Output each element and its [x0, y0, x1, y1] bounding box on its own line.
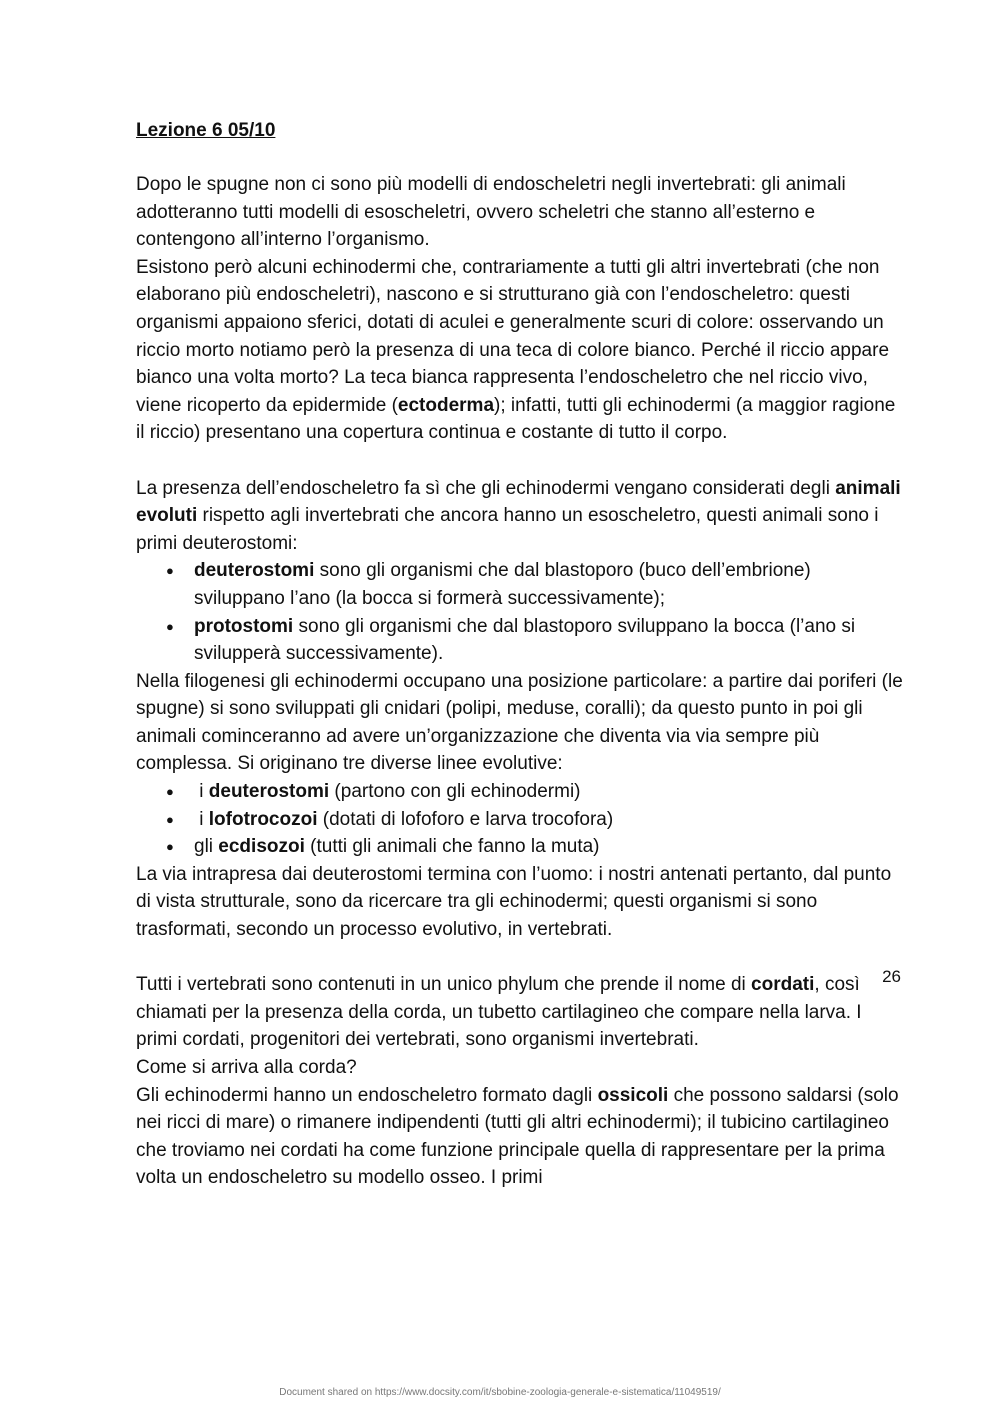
term-animali-evoluti: animali evoluti [136, 477, 901, 527]
paragraph-7: Come si arriva alla corda? [136, 1057, 357, 1078]
paragraph-2: Esistono però alcuni echinodermi che, contrariamente a tutti gli altri invertebrati (che non elaborano più endoscheletri), nascono e si strutturano già con l’endoscheletro: questi organismi appaiono sferici, dotati di aculei e generalmente scuri di colore: osservando un riccio morto notiamo però la presenza di una teca di colore bianco. Perché il riccio appare bianco una volta morto? La teca bianca rappresenta l’endoscheletro che nel riccio vivo, viene ricoperto da epidermide (ectoderma); infatti, tutti gli echinodermi (a maggior ragione il riccio) presentano una copertura continua e costante di tutto il corpo. [136, 256, 896, 444]
paragraph-1: Dopo le spugne non ci sono più modelli di endoscheletri negli invertebrati: gli animali adotteranno tutti modelli di esoscheletri, ovvero scheletri che stanno all’esterno e contengono all’interno l’organismo. [136, 174, 846, 251]
lesson-title: Lezione 6 05/10 [136, 120, 276, 141]
paragraph-3: La presenza dell’endoscheletro fa sì che gli echinodermi vengano considerati degli animali evoluti rispetto agli invertebrati che ancora hanno un esoscheletro, questi animali sono i primi deuterostomi: [136, 477, 901, 554]
list-item: ● i lofotrocozoi (dotati di lofoforo e larva trocofora) [136, 806, 906, 834]
bullet-list-lines [136, 778, 906, 861]
term-ectoderma: ectoderma [397, 394, 495, 416]
list-item: ● deuterostomi sono gli organismi che dal blastoporo (buco dell’embrione) sviluppano l’ano (la bocca si formerà successivamente); [136, 557, 906, 612]
paragraph-8: Gli echinodermi hanno un endoscheletro formato dagli ossicoli che possono saldarsi (solo nei ricci di mare) o rimanere indipendenti (tutti gli altri echinodermi); il tubicino cartilagineo che troviamo nei cordati ha come funzione principale quella di rappresentare per la prima volta un endoscheletro su modello osseo. I primi [136, 1084, 899, 1189]
paragraph-5: La via intrapresa dai deuterostomi termina con l’uomo: i nostri antenati pertanto, dal punto di vista strutturale, sono da ricercare tra gli echinodermi; questi organismi si sono trasformati, secondo un processo evolutivo, in vertebrati. [136, 863, 892, 941]
bullet-list-stomi [136, 557, 906, 667]
list-item: ● protostomi sono gli organismi che dal blastoporo sviluppano la bocca (l’ano si svilupperà successivamente). [136, 613, 906, 668]
page-number: 26 [882, 967, 901, 986]
document-body [136, 117, 906, 1192]
list-item: ● i deuterostomi (partono con gli echinodermi) [136, 778, 906, 806]
footer-source-line: Document shared on https://www.docsity.com/it/sbobine-zoologia-generale-e-sistematica/11049519/ [279, 1387, 721, 1398]
paragraph-4: Nella filogenesi gli echinodermi occupano una posizione particolare: a partire dai poriferi (le spugne) si sono sviluppati gli cnidari (polipi, meduse, coralli); da questo punto in poi gli animali cominceranno ad avere un’organizzazione che diventa via via sempre più complessa. Si originano tre diverse linee evolutive: [136, 670, 903, 775]
list-item: ● gli ecdisozoi (tutti gli animali che fanno la muta) [136, 833, 906, 861]
term-cordati: cordati [751, 974, 815, 996]
term-ossicoli: ossicoli [597, 1084, 669, 1106]
paragraph-6: Tutti i vertebrati sono contenuti in un unico phylum che prende il nome di cordati, così chiamati per la presenza della corda, un tubetto cartilagineo che compare nella larva. I primi cordati, progenitori dei vertebrati, sono organismi invertebrati. [136, 974, 862, 1051]
